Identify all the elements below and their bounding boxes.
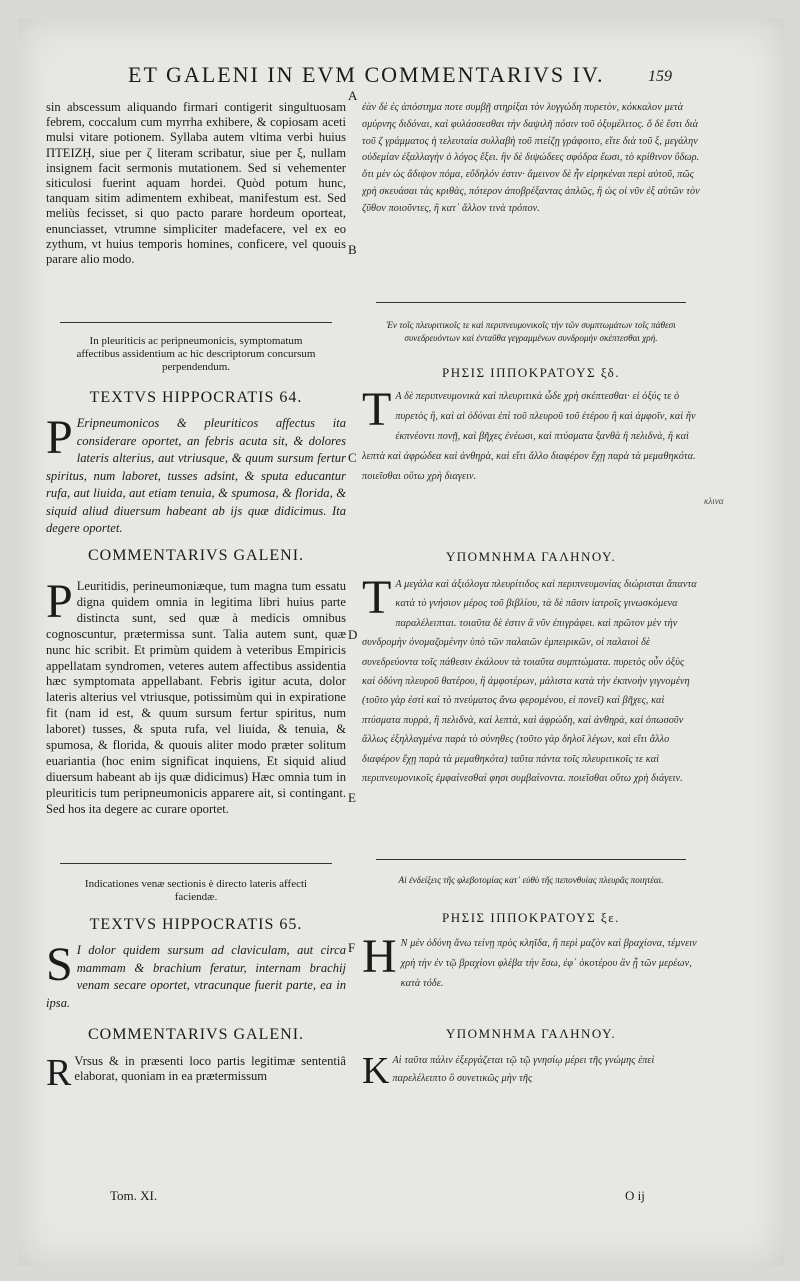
- commentary-1-text: Leuritidis, perineumoniæque, tum magna tum essatu digna quidem omnia in legitima libri huius parte distincta sunt, sed quæ à medicis omnibus cognoscuntur, prætermissa sunt. Talia autem sunt, quæ nunc hic scribit. Et primùm quidem à veteribus Empiricis appellatam syndromen, veteres autem affectibus assidentia hæc symptomata appellabant. Febris igitur acuta, dolor lateris alterius vel vtriusque, potissimùm qui in expiratione fit (nam id est, & quum sursum fertur spiritus, num laboret) tusses, & sputa rufa, vel liuida, & tenuia, & spumosa, & florida, & quouis aliter modo præter solitum euariantia (hoc enim significat inquiens, Et siquid aliud diuersum habeant ab ijs quæ didicimus) Hæc omnia tum in pleuriticis tum peripneumonicis apparere ait, si contingant. Sed hos ita degere ac curare oportet.: [46, 579, 346, 816]
- drop-cap: K: [362, 1052, 390, 1092]
- drop-cap: H: [362, 934, 397, 983]
- latin-summary-64: In pleuriticis ac peripneumonicis, symptomatum affectibus assidentium ac hic descriptorum concursum perpendendum.: [76, 335, 316, 373]
- footer-tome: Tom. XI.: [110, 1188, 158, 1203]
- margin-letter-e: E: [348, 790, 356, 805]
- section-rule: [60, 322, 332, 323]
- textus-64-title: TEXTVS HIPPOCRATIS 64.: [89, 389, 303, 406]
- rhesis-64-text: Α δὲ περιπνευμονικὰ καὶ πλευριτικὰ ὧδε χρὴ σκέπτεσθαι· εἰ ὀξύς τε ὁ πυρετὸς ἢ, καὶ αἱ ὀδύναι ἐπὶ τοῦ πλευροῦ τοῦ ἑτέρου ἢ καὶ ἀμφοῖν, καὶ ἢν ἐκπνέοντι πονῇ, καὶ βῆχες ἐνέωσι, καὶ πτύσματα ξανθὰ ἢ πελιδνὰ, ἢ καὶ λεπτὰ καὶ ἀφρώδεα καὶ ἀνθηρὰ, καὶ εἴτι ἄλλο διαφέρον ἔχῃ παρὰ τὰ μεμαθηκότα. ποιεῖσθαι οὕτω χρὴ διαγειν.: [362, 391, 696, 482]
- commentary-1-title: COMMENTARIVS GALENI.: [87, 547, 305, 564]
- textus-65-title: TEXTVS HIPPOCRATIS 65.: [89, 916, 303, 933]
- textus-64-text: Eripneumonicos & pleuriticos affectus ita considerare oportet, an febris acuta sit, & dolores lateris alterius, aut vtriusque, & quum sursum fertur spiritus, num laboret, tusses adsint, & sputa educantur rufa, aut liuida, aut etiam tenuia, & spumosa, & florida, & siquid aliud diuersum habeant ab ijs quæ didicimus. Ita degere oportet.: [46, 416, 346, 535]
- drop-cap: P: [46, 579, 73, 628]
- hypomnema-2-title: ΥΠΟΜΝΗΜΑ ΓΑΛΗΝΟΥ.: [445, 1026, 617, 1041]
- margin-letter-c: C: [348, 450, 357, 465]
- rhesis-65-text: Ν μὲν ὀδύνη ἄνω τείνῃ πρὸς κληῖδα, ἢ περὶ μαζὸν καὶ βραχίονα, τέμνειν χρὴ τὴν ἐν τῷ βραχίονι φλέβα τὴν ἔσω, ἐφ᾽ ὁκοτέρου ἂν ᾖ τῶν μερέων, κατὰ τόδε.: [400, 938, 697, 989]
- hypomnema-2-block: [362, 1052, 700, 1092]
- margin-letter-a: A: [348, 88, 358, 103]
- latin-summary-65: Indicationes venæ sectionis è directo lateris affecti faciendæ.: [84, 878, 308, 903]
- margin-letter-d: D: [348, 627, 358, 642]
- greek-summary-65: Αἱ ἐνδείξεις τῆς φλεβοτομίας κατ᾽ εὐθὺ τῆς πεπονθυίας πλευρᾶς ποιητέαι.: [398, 875, 664, 885]
- handwritten-margin-note: κλινα: [704, 496, 724, 506]
- textus-65-block: [46, 942, 346, 1014]
- commentary-2-title: COMMENTARIVS GALENI.: [87, 1026, 305, 1043]
- book-page: [18, 18, 784, 1266]
- section-rule: [376, 302, 686, 303]
- margin-letter-f: F: [348, 940, 356, 955]
- hypomnema-1-title: ΥΠΟΜΝΗΜΑ ΓΑΛΗΝΟΥ.: [445, 549, 617, 564]
- hypomnema-1-block: [362, 575, 700, 845]
- greek-intro-paragraph: ἐὰν δὲ ἐς ἀπόστημα ποτε συμβῇ στηρίξαι τὸν λυγγώδη πυρετὸν, κόκκαλον μετὰ σμύρνης διδόναι, καὶ φυλάσσεσθαι τὴν δαψιλῆ πόσιν τοῦ ὀξυμέλιτος. ὅ δὲ ἔστι διὰ τοῦ ζ γράμματος ἡ τελευταία συλλαβὴ τοῦ πτείζῃ γράφοιτο, εἴτε διὰ τοῦ ξ, μεγάλην οὐδεμίαν ἐξαλλαγὴν ὁ λόγος ἔξει. ἢν δὲ διψώδεες σφόδρα ἔωσι, τὸ κρίθινον ὕδωρ. ὅτι μὲν ὡς ἄδιψον πόμα, εὔδηλόν ἐστιν· ἄμεινον δὲ ἦν εἰρηκέναι περὶ αὐτοῦ, πῶς χρὴ σκευάσαι τὰς κριθὰς, πότερον ἀποβρέξαντας ἁπλῶς, ἢ ὡς οἱ νῦν ἐξ αὐτῶν τὸν ζῦθον ποιοῦντες, ἢ κατ᾽ ἄλλον τινὰ τρόπον.: [362, 102, 700, 214]
- rhesis-65-block: [362, 934, 700, 1016]
- hypomnema-2-text: Αὶ ταῦτα πάλιν ἐξεργάζεται τῷ τῷ γνησίῳ μέρει τῆς γνώμης ἐπεὶ παρελέλειπτο ὃ συνετικῶς μὴν τῆς: [392, 1055, 655, 1084]
- margin-letter-b: B: [348, 242, 357, 257]
- commentary-1-block: [46, 579, 346, 855]
- greek-column: [362, 100, 700, 1092]
- textus-65-text: I dolor quidem sursum ad claviculam, aut circa mammam & brachium feratur, internam brachij venam secare oportet, vtracunque fuerit parte, ea in ipsa.: [46, 943, 346, 1010]
- drop-cap: T: [362, 575, 392, 624]
- footer-signature: O ij: [625, 1188, 645, 1203]
- drop-cap: T: [362, 387, 392, 436]
- section-rule: [376, 859, 686, 860]
- commentary-2-text: Vrsus & in præsenti loco partis legitimæ sententiâ elaborat, quoniam in ea prætermissum: [74, 1054, 346, 1084]
- drop-cap: P: [46, 415, 73, 464]
- section-rule: [60, 863, 332, 864]
- drop-cap: S: [46, 942, 73, 991]
- greek-summary-64: Ἐν τοῖς πλευριτικοῖς τε καὶ περιπνευμονικοῖς τὴν τῶν συμπτωμάτων τοῖς πάθεσι συνεδρευόντων καὶ ἐνταῦθα γεγραμμένων συνδρομὴν σκέπτεσθαι χρή.: [386, 320, 676, 343]
- running-head: ET GALENI IN EVM COMMENTARIVS IV.: [128, 62, 605, 87]
- rhesis-64-title: ΡΗΣΙΣ ΙΠΠΟΚΡΑΤΟΥΣ ξδ.: [441, 365, 621, 380]
- latin-column: [46, 100, 346, 1090]
- rhesis-64-block: [362, 387, 700, 543]
- rhesis-65-title: ΡΗΣΙΣ ΙΠΠΟΚΡΑΤΟΥΣ ξε.: [442, 910, 620, 925]
- commentary-2-block: [46, 1054, 346, 1090]
- drop-cap: R: [46, 1054, 72, 1090]
- textus-64-block: [46, 415, 346, 539]
- hypomnema-1-text: Α μεγάλα καὶ ἀξιόλογα πλευρίτιδος καὶ περιπνευμονίας διώρισται ἅπαντα κατὰ τὸ γνήσιον μέρος τοῦ βιβλίου, τὰ δὲ πᾶσιν ἰατροῖς γινωσκόμενα παραλέλειπται. τοιαῦτα δὲ ἐστιν ἃ νῦν ἐπιγράφει. καὶ πρῶτον μὲν τὴν συνδρομὴν ὀνομαζομένην ὑπὸ τῶν παλαιῶν ἐμπειρικῶν, οἱ παλαιοὶ δὲ συνεδρεύοντα τοῖς πάθεσιν ἐκάλουν τὰ τοιαῦτα συμπτώματα. πυρετὸς οὖν ὀξὺς καὶ ὀδύνη πλευροῦ θατέρου, ἢ ἀμφοτέρων, μάλιστα κατὰ τὴν ἐκπνοὴν γιγνομένη (τοῦτο γὰρ ἐστὶ καὶ τὸ πνεύματος ἄνω φερομένου, εἰ πονεῖ) καὶ βῆχες, καὶ πτύσματα πυρρὰ, ἢ πελιδνὰ, καὶ λεπτὰ, καὶ ἀφρώδη, καὶ ἀνθηρὰ, καὶ ὁπωσοῦν ἄλλως ἐξηλλαγμένα παρὰ τὸ σύνηθες (τοῦτο γὰρ δηλοῖ λέγων, καὶ εἴτι ἄλλο διαφέρον ἔχῃ παρὰ τὰ μεμαθηκότα) ταῦτα πάντα τοῖς πλευριτικοῖς τε καὶ περιπνευμονικοῖς ἐμφαίνεσθαί φησι συμβαίνοντα. ποιεῖσθαι οὕτω χρὴ διάγειν.: [362, 579, 697, 785]
- page-number: 159: [648, 68, 672, 85]
- page-header: [18, 60, 784, 94]
- latin-intro-paragraph: sin abscessum aliquando firmari contigerit singultuosam febrem, coccalum cum myrrha exhibere, & copiosam aceti mulsi vitare potionem. Syllaba autem vltima verbi huius ΠΤΕΙΖῌ, siue per ζ literam scribatur, siue per ξ, nullam insignem facit sermonis mutationem. Sed si vehementer siticulosi fuerint aquam hordei. Quòd potum hunc, tanquam sitim adimentem exhibeat, manifestum est. Sed meliùs fecisset, si quo pacto parare hordeum oporteat, enunciasset, vtrumne simpliciter madefacere, vel ex eo zythum, vt huius temporis homines, conficere, vel quouis parare alio modo.: [46, 100, 346, 267]
